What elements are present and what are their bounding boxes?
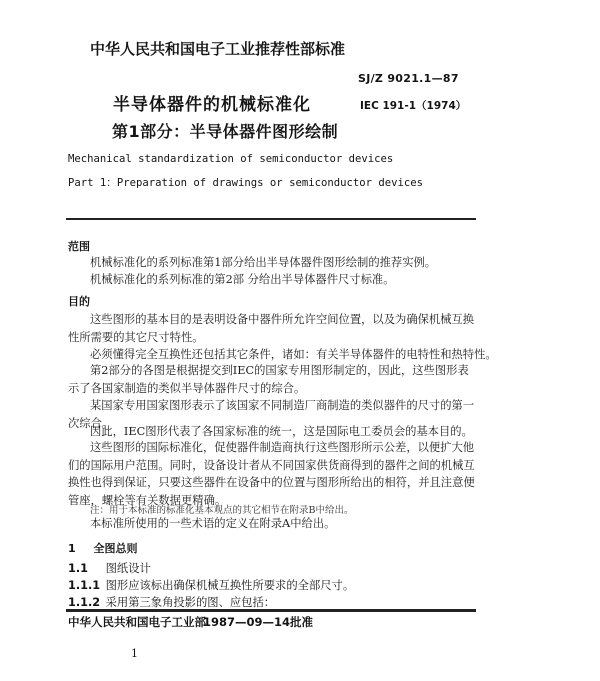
standard-number: SJ/Z 9021.1—87 <box>358 72 459 85</box>
clause-text: 采用第三象角投影的图、应包括： <box>105 596 276 609</box>
purpose-closing: 本标准所使用的一些术语的定义在附录A中给出。 <box>90 517 336 530</box>
clause-item <box>68 577 354 593</box>
scope-paragraph: 机械标准化的系列标准的第2部 分给出半导体器件尺寸标准。 <box>90 273 395 286</box>
scope-heading: 范围 <box>68 240 90 253</box>
footer-divider <box>66 609 476 612</box>
header-divider <box>66 218 476 220</box>
purpose-paragraph: 必须懂得完全互换性还包括其它条件，诸如：有关半导体器件的电特性和热特性。 <box>90 348 497 361</box>
iec-number: IEC 191-1（1974） <box>360 100 467 112</box>
scope-paragraph: 机械标准化的系列标准第1部分给出半导体器件图形绘制的推荐实例。 <box>90 256 437 269</box>
english-subtitle: Part 1：Preparation of drawings or semiconductor devices <box>68 177 424 189</box>
clause-number: 1.1 <box>68 562 89 575</box>
clause-item <box>68 560 151 576</box>
clause-text: 图形应该标出确保机械互换性所要求的全部尺寸。 <box>105 579 355 592</box>
footer-approval-date: 1987—09—14批准 <box>203 615 314 629</box>
section-title: 全图总则 <box>93 542 138 555</box>
footer-issuer: 中华人民共和国电子工业部 <box>68 615 206 629</box>
purpose-paragraph: 因此，IEC图形代表了各国家标准的统一，这是国际电工委员会的基本目的。 <box>90 425 473 438</box>
purpose-paragraph: 这些图形的国际标准化，促使器件制造商执行这些图形所示公差，以便扩大他们的国际用户范围。同时，设备设计者从不同国家供货商得到的器件之间的机械互换性也得到保证，只要这些器件在设备中的位置与图形所给出的相符，并且注意便管座，螺栓等有关数据更精确。 <box>68 441 475 507</box>
page-number: 1 <box>131 647 138 660</box>
purpose-paragraph: 某国家专用国家图形表示了该国家不同制造厂商制造的类似器件的尺寸的第一次综合。 <box>68 399 475 430</box>
purpose-note: 注：用于本标准的标准化基本观点的其它相节在附录B中给出。 <box>90 505 354 516</box>
ministry-standard-title: 中华人民共和国电子工业推荐性部标准 <box>90 40 346 58</box>
purpose-heading: 目的 <box>68 295 90 308</box>
document-title: 半导体器件的机械标准化 <box>113 95 311 115</box>
clause-number: 1.1.1 <box>68 579 101 592</box>
section-number: 1 <box>68 542 76 555</box>
english-title: Mechanical standardization of semiconductor devices <box>68 153 394 165</box>
clause-text: 图纸设计 <box>105 562 151 575</box>
clause-number: 1.1.2 <box>68 596 101 609</box>
purpose-paragraph: 第2部分的各图是根据提交到IEC的国家专用图形制定的，因此，这些图形表示了各国家制造的类似半导体器件尺寸的综合。 <box>68 364 469 395</box>
clause-item <box>68 594 275 610</box>
document-subtitle: 第1部分：半导体器件图形绘制 <box>112 122 339 141</box>
purpose-paragraph: 这些图形的基本目的是表明设备中器件所允许空间位置，以及为确保机械互换性所需要的其它尺寸特性。 <box>68 313 475 344</box>
section-heading <box>68 540 138 556</box>
